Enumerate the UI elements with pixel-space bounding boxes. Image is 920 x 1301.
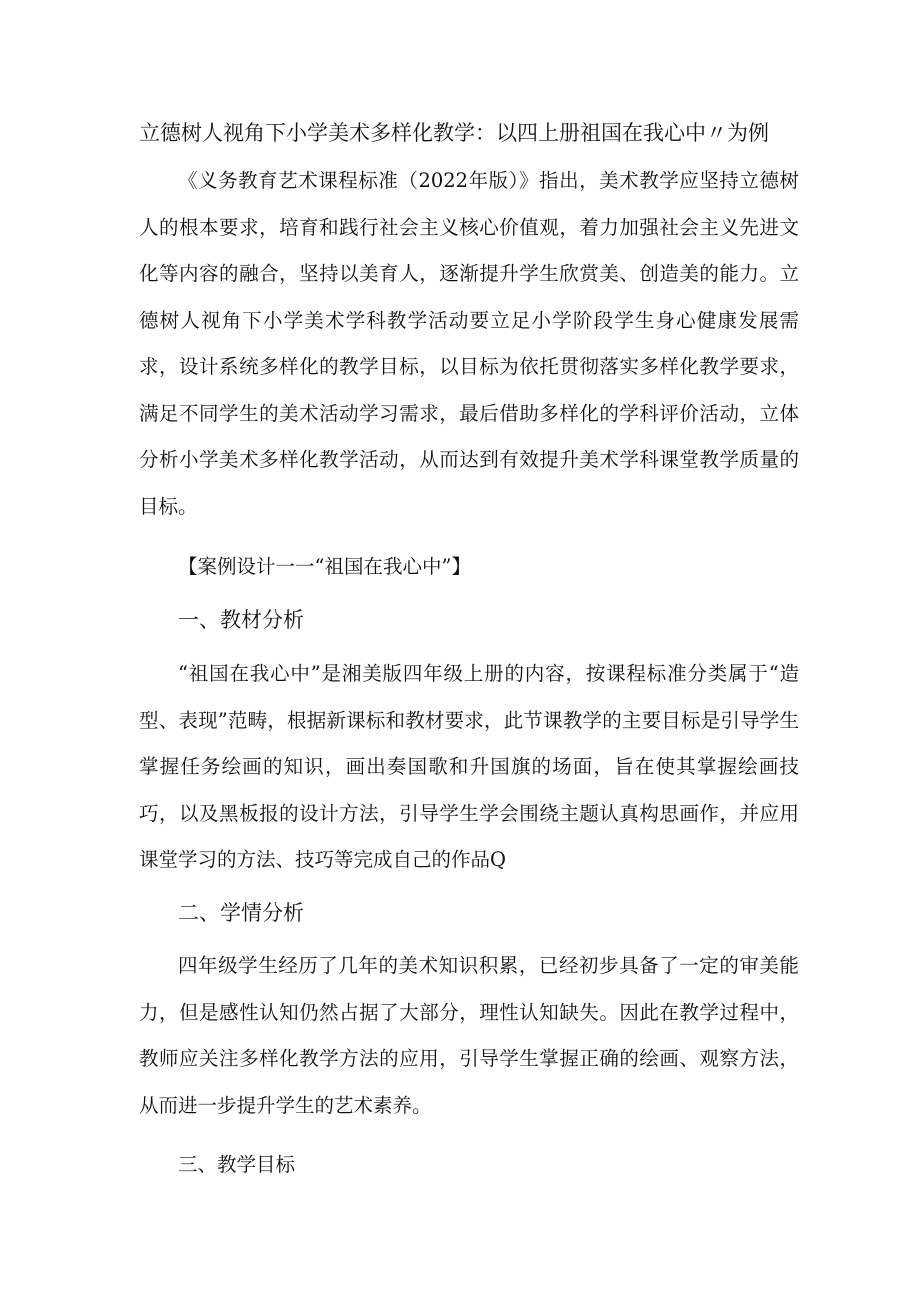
learner-analysis-paragraph: 四年级学生经历了几年的美术知识积累，已经初步具备了一定的审美能力，但是感性认知仍然占据了大部分，理性认知缺失。因此在教学过程中，教师应关注多样化教学方法的应用，引导学生掌握正确的绘画、观察方法，从而进一步提升学生的艺术素养。 [139,954,799,1117]
document-title: 立德树人视角下小学美术多样化教学：以四上册祖国在我心中〃为例 [139,121,769,145]
case-design-heading: 【案例设计一一“祖国在我心中”】 [178,555,471,578]
section-heading-textbook-analysis: 一、教材分析 [178,608,304,632]
textbook-analysis-paragraph: “祖国在我心中”是湘美版四年级上册的内容，按课程标准分类属于“造型、表现”范畴，根据新课标和教材要求，此节课教学的主要目标是引导学生掌握任务绘画的知识，画出奏国歌和升国旗的场面，旨在使其掌握绘画技巧，以及黑板报的设计方法，引导学生学会围绕主题认真构思画作，并应用课堂学习的方法、技巧等完成自己的作品Q [139,662,799,871]
section-heading-learner-analysis: 二、学情分析 [178,901,304,925]
section-heading-teaching-objectives: 三、教学目标 [178,1153,296,1176]
intro-paragraph: 《义务教育艺术课程标准（2022年版）》指出，美术教学应坚持立德树人的根本要求，培育和践行社会主义核心价值观，着力加强社会主义先进文化等内容的融合，坚持以美育人，逐渐提升学生欣赏美、创造美的能力。立德树人视角下小学美术学科教学活动要立足小学阶段学生身心健康发展需求，设计系统多样化的教学目标，以目标为依托贯彻落实多样化教学要求，满足不同学生的美术活动学习需求，最后借助多样化的学科评价活动，立体分析小学美术多样化教学活动，从而达到有效提升美术学科课堂教学质量的目标。 [139,169,799,518]
